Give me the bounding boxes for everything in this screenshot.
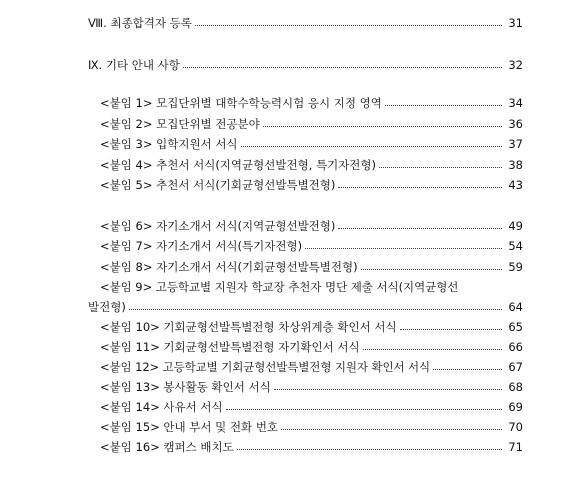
toc-attachment-row xyxy=(0,156,570,174)
toc-attachment-label: <붙임 13> 봉사활동 확인서 서식 xyxy=(100,380,271,394)
toc-attachment-row xyxy=(0,398,570,416)
dotted-leader xyxy=(183,67,502,68)
toc-attachment-label: <붙임 10> 기회균형선발특별전형 차상위계층 확인서 서식 xyxy=(100,320,397,334)
dotted-leader xyxy=(274,389,502,390)
toc-page-number: 32 xyxy=(508,58,523,72)
toc-page-number: 59 xyxy=(508,260,523,274)
toc-attachment-row xyxy=(0,278,570,296)
dotted-leader xyxy=(363,349,502,350)
toc-page-number: 49 xyxy=(508,219,523,233)
dotted-leader xyxy=(195,25,502,26)
toc-page-number: 68 xyxy=(508,380,523,394)
toc-attachment-label: <붙임 7> 자기소개서 서식(특기자전형) xyxy=(100,239,303,253)
toc-attachment-label: <붙임 6> 자기소개서 서식(지역균형선발전형) xyxy=(100,219,336,233)
toc-attachment-row xyxy=(0,115,570,133)
toc-page-number: 34 xyxy=(508,96,523,110)
toc-attachment-row xyxy=(0,318,570,336)
toc-attachment-row xyxy=(0,237,570,255)
dotted-leader xyxy=(241,146,502,147)
toc-attachment-label-continuation: 발전형) xyxy=(88,300,126,314)
toc-attachment-row xyxy=(0,338,570,356)
toc-page-number: 71 xyxy=(508,440,523,454)
toc-page-number: 38 xyxy=(508,158,523,172)
toc-page-number: 54 xyxy=(508,239,523,253)
toc-page-number: 69 xyxy=(508,400,523,414)
toc-attachment-row xyxy=(0,217,570,235)
toc-attachment-row xyxy=(0,378,570,396)
dotted-leader xyxy=(305,248,502,249)
dotted-leader xyxy=(385,105,502,106)
toc-attachment-label: <붙임 15> 안내 부서 및 전화 번호 xyxy=(100,420,279,434)
dotted-leader xyxy=(361,269,502,270)
toc-attachment-row xyxy=(0,358,570,376)
toc-page-number: 31 xyxy=(508,16,523,30)
toc-attachment-row xyxy=(0,94,570,112)
toc-attachment-row xyxy=(0,438,570,456)
dotted-leader xyxy=(433,369,502,370)
toc-attachment-label: <붙임 12> 고등학교별 기회균형선발특별전형 지원자 확인서 서식 xyxy=(100,360,431,374)
toc-attachment-row xyxy=(0,176,570,194)
dotted-leader xyxy=(237,449,502,450)
toc-attachment-row xyxy=(0,135,570,153)
dotted-leader xyxy=(281,429,502,430)
toc-attachment-row xyxy=(0,418,570,436)
toc-page-number: 66 xyxy=(508,340,523,354)
dotted-leader xyxy=(400,329,502,330)
toc-page-number: 67 xyxy=(508,360,523,374)
toc-attachment-label: <붙임 5> 추천서 서식(기회균형선발특별전형) xyxy=(100,178,336,192)
toc-attachment-label: <붙임 4> 추천서 서식(지역균형선발전형, 특기자전형) xyxy=(100,158,377,172)
toc-section-label: Ⅷ. 최종합격자 등록 xyxy=(88,16,192,30)
dotted-leader xyxy=(338,187,502,188)
toc-page-number: 43 xyxy=(508,178,523,192)
dotted-leader xyxy=(226,409,502,410)
toc-attachment-label: <붙임 1> 모집단위별 대학수학능력시험 응시 지정 영역 xyxy=(100,96,382,110)
toc-page-number: 36 xyxy=(508,117,523,131)
toc-section-row xyxy=(0,14,570,32)
dotted-leader xyxy=(129,309,502,310)
toc-attachment-label: <붙임 8> 자기소개서 서식(기회균형선발특별전형) xyxy=(100,260,358,274)
toc-page-number: 64 xyxy=(508,300,523,314)
toc-attachment-label: <붙임 11> 기회균형선발특별전형 자기확인서 서식 xyxy=(100,340,360,354)
toc-page-number: 70 xyxy=(508,420,523,434)
dotted-leader xyxy=(263,126,502,127)
dotted-leader xyxy=(379,167,502,168)
toc-attachment-continuation-row xyxy=(0,298,570,316)
toc-attachment-label: <붙임 16> 캠퍼스 배치도 xyxy=(100,440,234,454)
toc-attachment-label: <붙임 2> 모집단위별 전공분야 xyxy=(100,117,260,131)
toc-page-number: 65 xyxy=(508,320,523,334)
toc-attachment-label: <붙임 3> 입학지원서 서식 xyxy=(100,137,238,151)
toc-attachment-label: <붙임 14> 사유서 서식 xyxy=(100,400,223,414)
toc-section-row xyxy=(0,56,570,74)
toc-attachment-row xyxy=(0,258,570,276)
toc-attachment-label: <붙임 9> 고등학교별 지원자 학교장 추천자 명단 제출 서식(지역균형선 xyxy=(100,280,459,294)
toc-section-label: Ⅸ. 기타 안내 사항 xyxy=(88,58,180,72)
dotted-leader xyxy=(338,228,502,229)
toc-page-number: 37 xyxy=(508,137,523,151)
